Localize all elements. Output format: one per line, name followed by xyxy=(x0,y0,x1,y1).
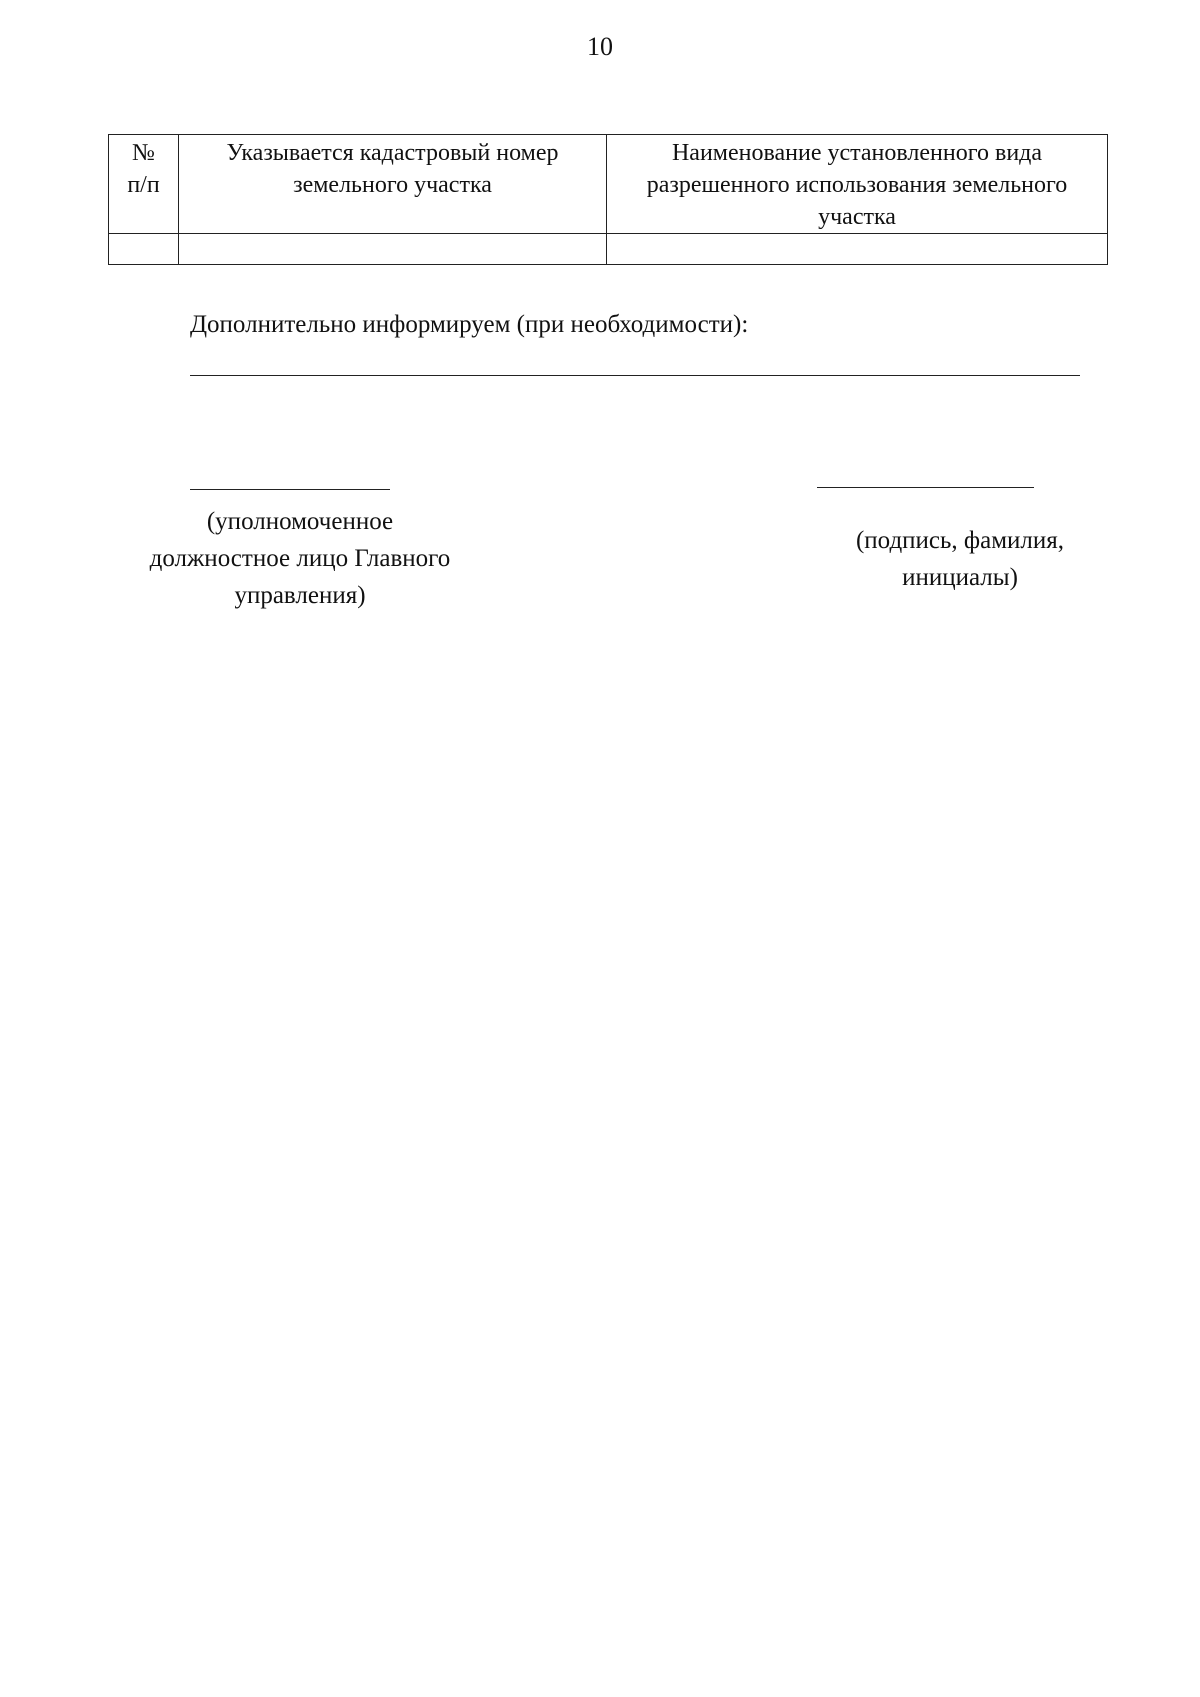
header-cadastral-number: Указывается кадастровый номер земельного участка xyxy=(179,135,607,234)
cell-number[interactable] xyxy=(109,234,179,265)
additional-info-fill-line[interactable] xyxy=(190,375,1080,376)
table-row xyxy=(109,234,1108,265)
land-plot-table xyxy=(108,134,1108,265)
cell-cadastral-number[interactable] xyxy=(179,234,607,265)
additional-info-label: Дополнительно информируем (при необходимости): xyxy=(190,311,749,338)
official-caption: (уполномоченное должностное лицо Главного управления) xyxy=(149,508,451,609)
header-permitted-use: Наименование установленного вида разрешенного использования земельного участка xyxy=(607,135,1108,234)
table-header-row xyxy=(109,135,1108,234)
header-number: № п/п xyxy=(109,135,179,234)
page-number: 10 xyxy=(587,32,613,61)
cell-permitted-use[interactable] xyxy=(607,234,1108,265)
official-signature-line[interactable] xyxy=(190,489,390,490)
signature-caption: (подпись, фамилия, инициалы) xyxy=(855,527,1065,591)
signature-name-line[interactable] xyxy=(817,487,1034,488)
